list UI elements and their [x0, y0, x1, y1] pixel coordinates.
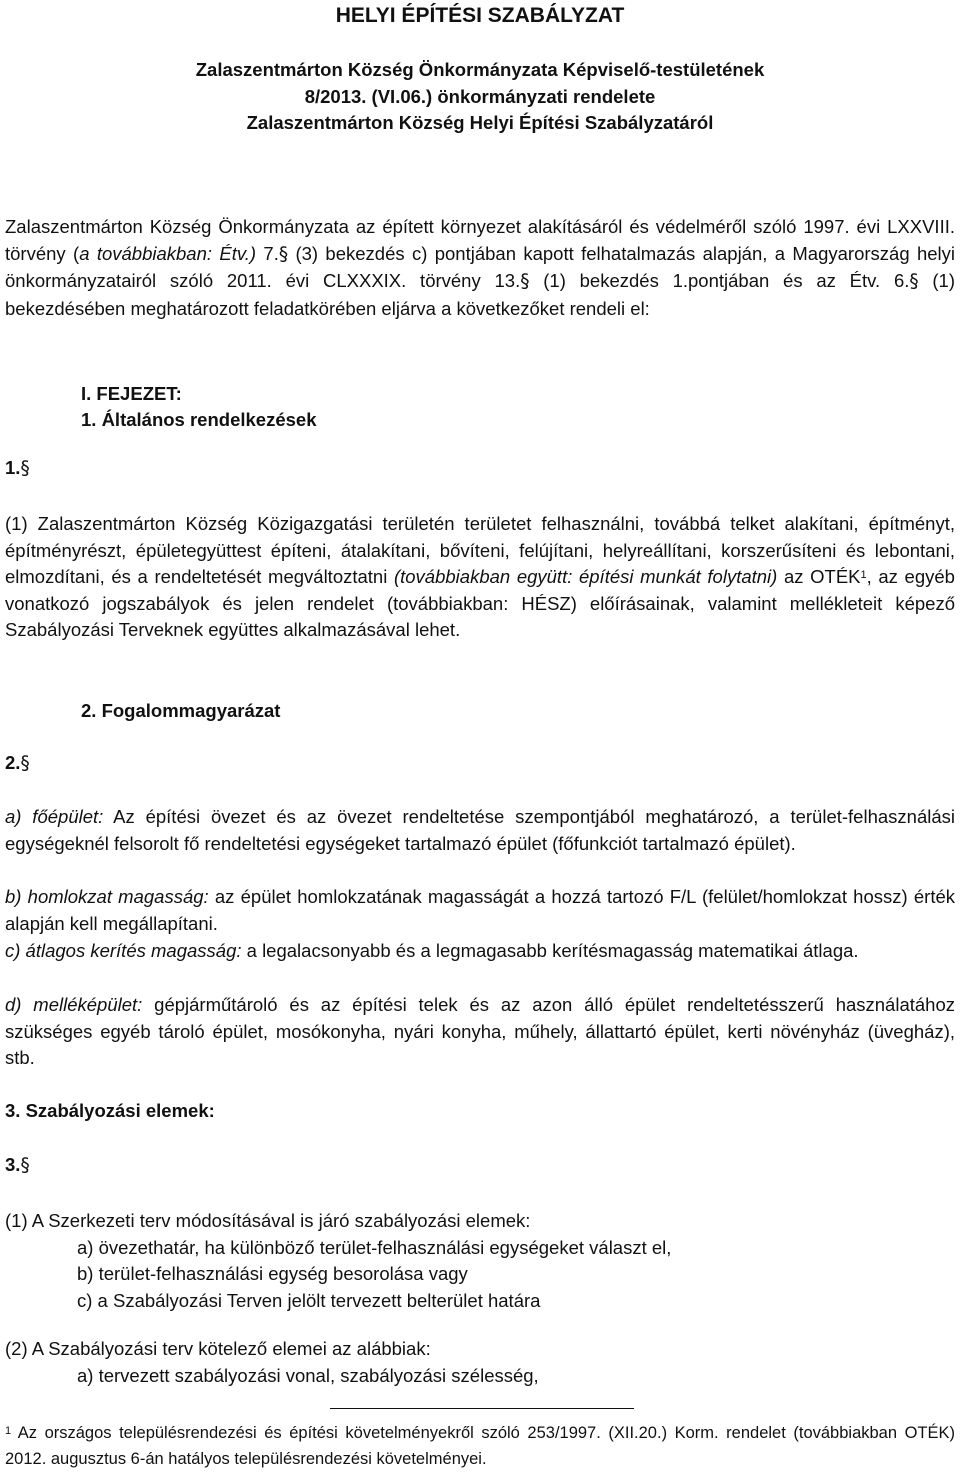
paragraph-text: (1) Zalaszentmárton Község Közigazgatási területén területet felhasználni, továbbá telket alakítani, építményt, építményrészt, épületegyüttest építeni, átalakítani, bővíteni, felújítani, helyreállítani, korszerűsíteni és lebontani, elmozdítani, és a rendeltetését megváltoztatni	[5, 513, 955, 587]
list-item: b) terület-felhasználási egység besorolása vagy	[77, 1263, 468, 1284]
definition-b	[5, 884, 955, 937]
definition-text: az épület homlokzatának magasságát a hozzá tartozó F/L (felület/homlokzat hossz) érték alapján kell megállapítani.	[5, 886, 955, 934]
definition-c	[5, 938, 955, 965]
list-item: c) a Szabályozási Terven jelölt tervezett belterület határa	[77, 1289, 541, 1311]
section-sign: §	[278, 243, 289, 265]
footnote	[5, 1420, 955, 1472]
section-sign: §	[20, 753, 30, 774]
definition-text: gépjárműtároló és az építési telek és az azon álló épület rendeltetésszerű használatához szükséges egyéb tároló épület, mosókonyha, nyári konyha, műhely, állattartó épület, kerti növényház (üvegház), stb.	[5, 994, 956, 1068]
section-number	[5, 457, 105, 479]
chapter-heading: I. FEJEZET:	[81, 383, 182, 404]
definition-term: d) melléképület:	[5, 994, 143, 1015]
definition-term: b) homlokzat magasság:	[5, 886, 209, 907]
decree-subject: Zalaszentmárton Község Helyi Építési Szabályzatáról	[246, 112, 714, 133]
definition-term: c) átlagos kerítés magasság:	[5, 940, 242, 961]
list-item: a) tervezett szabályozási vonal, szabályozási szélesség,	[77, 1364, 539, 1386]
section-number-text: 2.	[5, 752, 21, 773]
preamble-text-2: 7.	[256, 242, 279, 264]
footnote-reference[interactable]: 1	[860, 569, 867, 581]
definition-term: a) főépület:	[5, 806, 104, 827]
paragraph-text: az OTÉK	[777, 566, 861, 587]
section-number	[5, 1154, 105, 1176]
issuer-line: Zalaszentmárton Község Önkormányzata Képviselő-testületének	[195, 59, 765, 80]
section-sign: §	[520, 271, 530, 292]
footnote-marker: 1	[5, 1425, 12, 1437]
footnote-separator	[330, 1408, 634, 1409]
decree-number: 8/2013. (VI.06.) önkormányzati rendelete	[304, 86, 656, 107]
definition-d	[5, 992, 955, 1072]
list-item: a) övezethatár, ha különböző terület-felhasználási egységeket választ el,	[77, 1236, 672, 1258]
section-title: 3. Szabályozási elemek:	[5, 1100, 215, 1121]
definition-text: a legalacsonyabb és a legmagasabb kerítésmagasság matematikai átlaga.	[241, 940, 859, 961]
section-title: 2. Fogalommagyarázat	[81, 700, 281, 721]
definition-a	[5, 804, 955, 857]
section-sign: §	[20, 1155, 30, 1176]
section-number-text: 1.	[5, 457, 21, 478]
section-sign: §	[20, 458, 30, 479]
section-sign: §	[909, 271, 919, 292]
preamble-text-4: (1) bekezdés 1.pontjában és az Étv. 6.	[529, 270, 910, 291]
preamble-italic: a továbbiakban: Étv.)	[79, 242, 257, 264]
section-title: 1. Általános rendelkezések	[81, 409, 317, 430]
footnote-text: Az országos településrendezési és építési követelményekről szóló 253/1997. (XII.20.) Korm. rendelet (továbbiakban OTÉK) 2012. augusztus 6-án hatályos településrendezési követelményei.	[5, 1424, 955, 1468]
section-number	[5, 752, 105, 774]
section-3-paragraph-2	[5, 1336, 955, 1389]
paragraph-intro: (2) A Szabályozási terv kötelező elemei az alábbiak:	[5, 1338, 431, 1359]
definition-text: Az építési övezet és az övezet rendeltetése szempontjából meghatározó, a terület-felhasználási egységeknél felsorolt fő rendeltetési egységeket tartalmazó épület (főfunkciót tartalmazó épület).	[5, 806, 955, 854]
paragraph-italic: (továbbiakban együtt: építési munkát folytatni)	[393, 566, 778, 587]
section-1-paragraph	[5, 511, 955, 644]
preamble-text-1: Zalaszentmárton Község Önkormányzata az épített környezet alakításáról és védelméről szóló 1997. évi LXXVIII. törvény (	[5, 216, 955, 264]
section-3-paragraph-1	[5, 1208, 955, 1314]
preamble-text-3: (3) bekezdés c) pontjában kapott felhatalmazás alapján, a Magyarország helyi önkormányzatairól szóló 2011. évi CLXXXIX. törvény 13.	[5, 242, 956, 291]
preamble-text-5: (1) bekezdésében meghatározott feladatkörében eljárva a következőket rendeli el:	[5, 270, 956, 319]
paragraph-text: , az egyéb vonatkozó jogszabályok és jelen rendelet (továbbiakban: HÉSZ) előírásainak, valamint mellékleteit képező Szabályozási Terveknek együttes alkalmazásával lehet.	[5, 566, 955, 640]
paragraph-intro: (1) A Szerkezeti terv módosításával is járó szabályozási elemek:	[5, 1210, 531, 1231]
document-title: HELYI ÉPÍTÉSI SZABÁLYZAT	[335, 4, 625, 27]
section-number-text: 3.	[5, 1154, 21, 1175]
preamble-paragraph	[5, 214, 955, 322]
